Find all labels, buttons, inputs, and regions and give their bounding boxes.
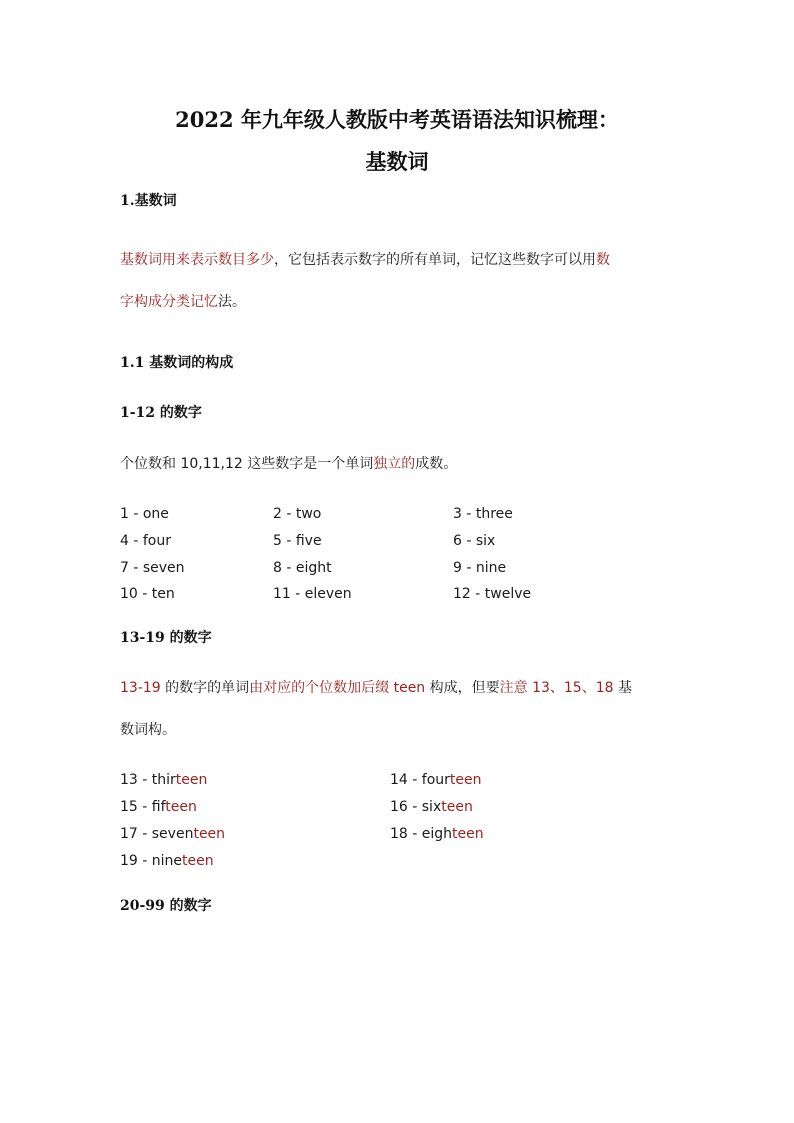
number-item: 4 - four <box>120 533 171 549</box>
teen-item <box>390 826 484 842</box>
teen-item <box>120 799 197 815</box>
desc-highlight: 由对应的个位数加后缀 teen <box>249 680 426 696</box>
teen-stem: 17 - seven <box>120 826 194 842</box>
number-item: 2 - two <box>273 506 322 522</box>
teen-suffix: teen <box>441 799 473 815</box>
teen-suffix: teen <box>193 826 226 842</box>
teen-suffix: teen <box>449 772 482 788</box>
desc-text-end: 成数。 <box>415 456 458 472</box>
intro-highlight-end: 数 <box>596 252 610 268</box>
section-1-heading: 1.基数词 <box>120 193 177 209</box>
desc-text: 个位数和 10,11,12 这些数字是一个单词 <box>120 456 374 472</box>
teen-item <box>120 826 225 842</box>
document-subtitle: 基数词 <box>365 149 429 174</box>
teen-suffix: teen <box>182 853 214 869</box>
number-item: 8 - eight <box>273 560 332 576</box>
desc-text: 基 <box>613 680 632 696</box>
number-item: 3 - three <box>453 506 513 522</box>
numbers-13-19-heading: 13-19 的数字 <box>120 630 212 646</box>
desc-text: 的数字的单词 <box>160 680 250 696</box>
numbers-20-99-heading: 20-99 的数字 <box>120 898 212 914</box>
number-item: 1 - one <box>120 506 169 522</box>
numbers-1-12-heading: 1-12 的数字 <box>120 405 202 421</box>
teen-stem: 15 - fif <box>120 799 166 815</box>
section-1-1-heading: 1.1 基数词的构成 <box>120 355 234 371</box>
teen-stem: 18 - eigh <box>390 826 453 842</box>
number-item: 6 - six <box>453 533 496 549</box>
number-item: 10 - ten <box>120 586 175 602</box>
intro-paragraph-line2 <box>120 291 246 311</box>
intro-text-2: 法。 <box>218 294 246 310</box>
numbers-1-12-description <box>120 453 457 473</box>
teen-item <box>390 799 473 815</box>
numbers-13-19-description <box>120 677 632 697</box>
teen-stem: 16 - six <box>390 799 442 815</box>
desc-text: 构成，但要 <box>425 680 500 696</box>
intro-paragraph-line1 <box>120 249 610 269</box>
teen-stem: 14 - four <box>390 772 450 788</box>
number-item: 11 - eleven <box>273 586 352 602</box>
intro-highlight: 基数词用来表示数目多少 <box>120 252 274 268</box>
teen-item <box>390 772 481 788</box>
teen-suffix: teen <box>165 799 197 815</box>
desc-highlight: 13-19 <box>120 680 161 696</box>
numbers-13-19-description-line2: 数词构。 <box>120 722 176 738</box>
teen-stem: 13 - thir <box>120 772 176 788</box>
number-item: 7 - seven <box>120 560 185 576</box>
number-item: 12 - twelve <box>453 586 532 602</box>
document-title: 2022 年九年级人教版中考英语语法知识梳理： <box>175 107 619 132</box>
teen-suffix: teen <box>175 772 208 788</box>
number-item: 9 - nine <box>453 560 507 576</box>
intro-text: ，它包括表示数字的所有单词，记忆这些数字可以用 <box>274 252 596 268</box>
intro-highlight-2: 字构成分类记忆 <box>120 294 218 310</box>
teen-item <box>120 772 207 788</box>
number-item: 5 - five <box>273 533 322 549</box>
desc-highlight: 独立的 <box>373 456 416 472</box>
desc-highlight: 注意 13、15、18 <box>499 680 614 696</box>
teen-stem: 19 - nine <box>120 853 183 869</box>
teen-item <box>120 853 214 869</box>
teen-suffix: teen <box>452 826 484 842</box>
